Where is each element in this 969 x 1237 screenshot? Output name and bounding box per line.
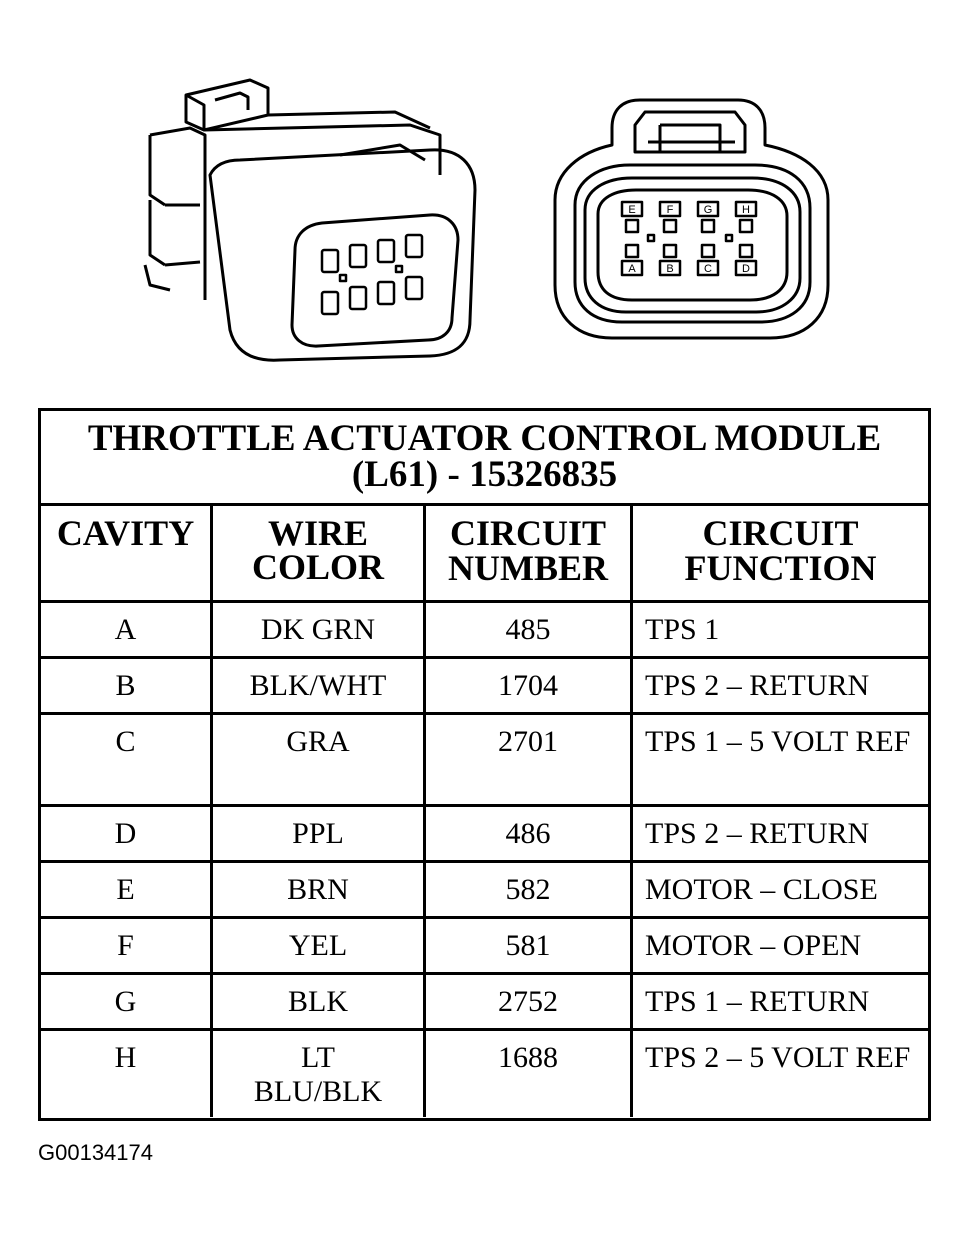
table-row [41,863,928,919]
wire-color-cell: BLK/WHT [213,659,426,712]
header-circuit-function-line2: FUNCTION [684,548,877,588]
circuit-function-cell: TPS 1 – RETURN [645,985,870,1018]
pinout-table [38,408,931,1121]
cavity-label-d: D [742,263,750,275]
wire-color-cell: DK GRN [213,603,426,656]
table-row [41,919,928,975]
wire-color-cell: YEL [213,919,426,972]
connector-face-view [555,100,828,338]
wire-color-cell: BLK [213,975,426,1028]
header-circuit-number [426,506,633,600]
cavity-cell: E [41,863,213,916]
cavity-cell: A [41,603,213,656]
wire-color-line1: LT [301,1041,335,1074]
wire-color-cell: PPL [213,807,426,860]
header-wire-color [213,506,426,600]
cavity-cell: G [41,975,213,1028]
circuit-number-cell: 582 [426,863,633,916]
cavity-label-e: E [628,204,636,216]
table-header-row [41,506,928,603]
cavity-label-b: B [666,263,674,275]
table-row [41,603,928,659]
circuit-function-cell: MOTOR – OPEN [645,929,862,962]
wire-color-cell [213,1031,426,1117]
table-grid [41,506,928,1117]
cavity-label-h: H [742,204,750,216]
figure-id: G00134174 [38,1140,153,1165]
wire-color-line2: BLU/BLK [253,1075,383,1108]
header-cavity: CAVITY [41,506,213,600]
connector-isometric-view [145,80,475,360]
wire-color-cell: BRN [213,863,426,916]
cavity-label-g: G [703,204,713,216]
cavity-cell: F [41,919,213,972]
table-row [41,715,928,807]
circuit-function-cell: TPS 1 [645,613,720,646]
header-circuit-number-line1: CIRCUIT [449,513,607,553]
circuit-number-cell: 1704 [426,659,633,712]
circuit-function-cell: MOTOR – CLOSE [645,873,878,906]
table-title-line1: THROTTLE ACTUATOR CONTROL MODULE [87,418,882,459]
circuit-number-cell: 581 [426,919,633,972]
table-title [41,411,928,506]
circuit-function-cell: TPS 1 – 5 VOLT REF [645,725,911,758]
circuit-number-cell: 485 [426,603,633,656]
cavity-label-f: F [666,204,674,216]
header-wire-color-line1: WIRE [267,513,369,553]
circuit-number-cell: 1688 [426,1031,633,1117]
cavity-cell: B [41,659,213,712]
table-title-line2: (L61) - 15326835 [351,454,618,495]
circuit-function-cell: TPS 2 – RETURN [645,669,870,702]
cavity-cell: C [41,715,213,804]
header-circuit-number-line2: NUMBER [448,548,608,588]
connector-illustration [0,0,969,400]
wire-color-cell: GRA [213,715,426,804]
circuit-function-cell: TPS 2 – 5 VOLT REF [645,1041,911,1074]
circuit-function-cell: TPS 2 – RETURN [645,817,870,850]
header-circuit-function-line1: CIRCUIT [702,513,859,553]
table-row [41,1031,928,1117]
table-row [41,975,928,1031]
cavity-label-a: A [628,263,636,275]
header-wire-color-line2: COLOR [251,547,384,587]
table-row [41,659,928,715]
circuit-number-cell: 2701 [426,715,633,804]
circuit-number-cell: 486 [426,807,633,860]
cavity-cell: H [41,1031,213,1117]
circuit-number-cell: 2752 [426,975,633,1028]
cavity-cell: D [41,807,213,860]
table-row [41,807,928,863]
header-circuit-function [633,506,928,600]
cavity-label-c: C [704,263,712,275]
